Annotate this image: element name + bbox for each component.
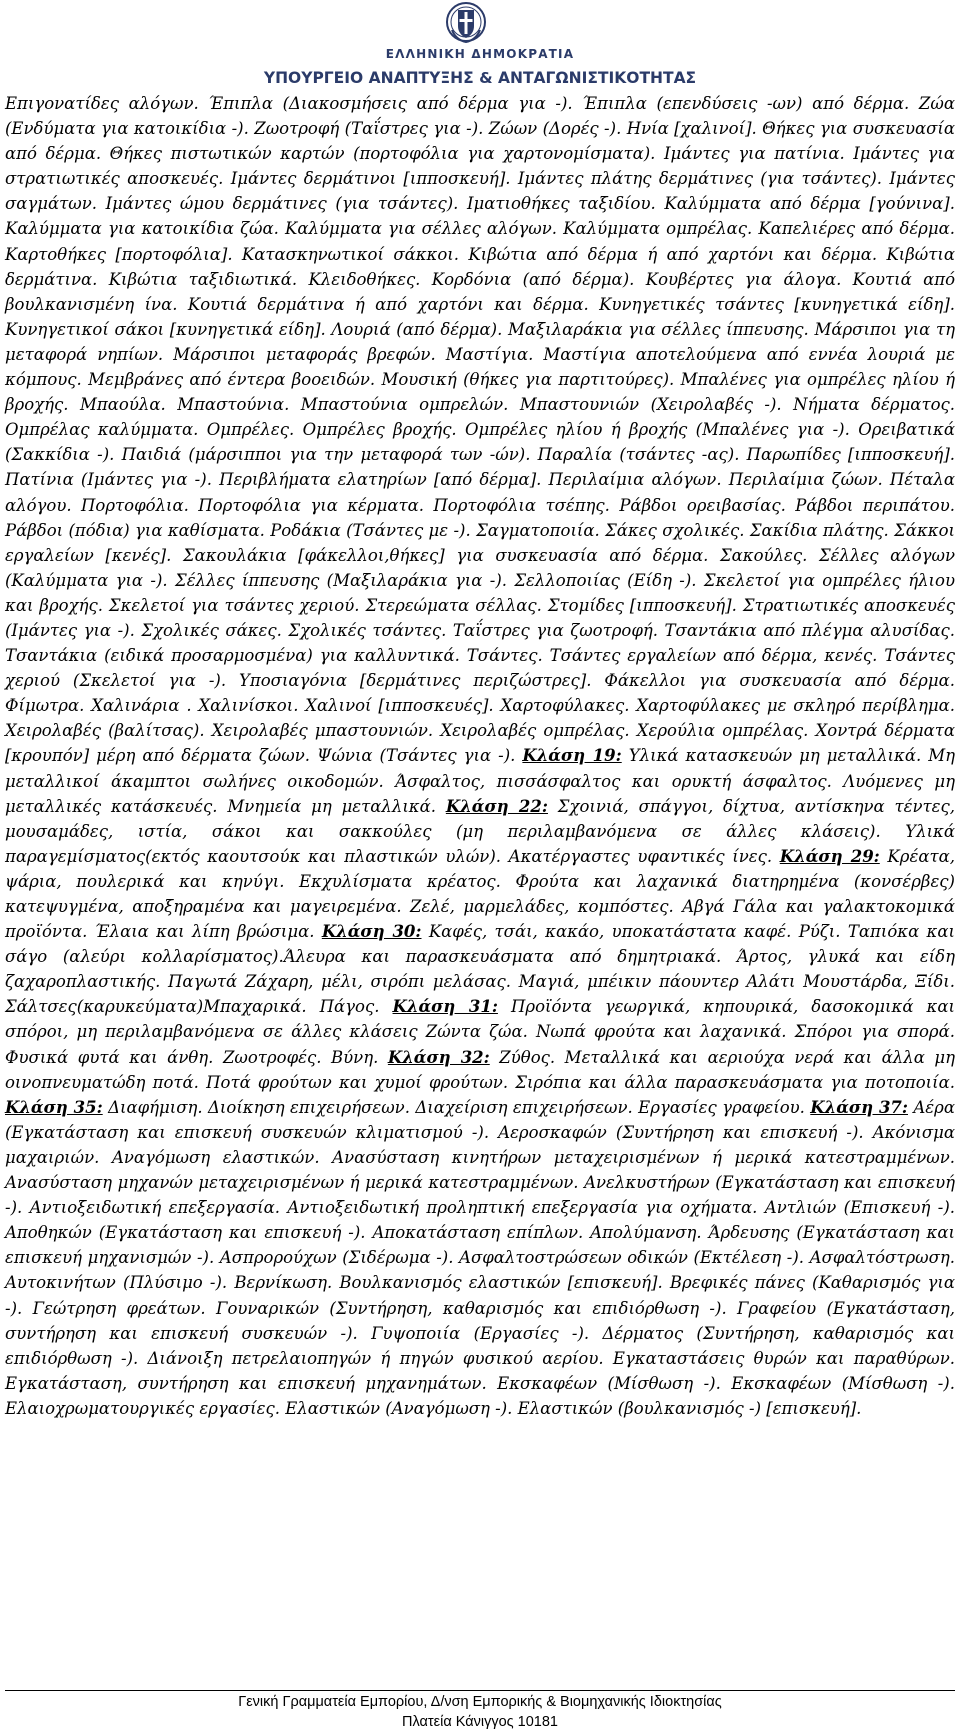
- body-paragraph-part: Αέρα (Εγκατάσταση και επισκευή συσκευών κλιματισμού -). Αεροσκαφών (Συντήρηση και επισκευή -). Ακόνισμα μαχαιριών. Αναγόμωση ελαστικών. Ανασύσταση κινητήρων μεταχειρισμένων ή μερικά κατεστραμμένων. Ανασύσταση μηχανών μεταχειρισμένων ή μερικά κατεστραμμένων. Ανελκυστήρων (Εγκατάσταση και επισκευή -). Αντιοξειδωτική επεξεργασία. Αντιοξειδωτική προληπτική επεξεργασία για οχήματα. Αντλιών (Επισκευή -). Αποθηκών (Εγκατάσταση και επισκευή -). Αποκατάσταση επίπλων. Απολύμανση. Άρδευσης (Εγκατάσταση και επισκευή μηχανισμών -). Ασπρορούχων (Σιδέρωμα -). Ασφαλτοστρώσεων οδικών (Εκτέλεση -). Ασφαλτόστρωση. Αυτοκινήτων (Πλύσιμο -). Βερνίκωση. Βουλκανισμός ελαστικών [επισκευή]. Βρεφικές πάνες (Καθαρισμός για -). Γεώτρηση φρεάτων. Γουναρικών (Συντήρηση, καθαρισμός και επιδιόρθωση -). Γραφείου (Εγκατάσταση, συντήρηση και επισκευή συσκευών -). Γυψοποιία (Εργασίες -). Δέρματος (Συντήρηση, καθαρισμός και επιδιόρθωση -). Διάνοιξη πετρελαιοπηγών ή πηγών φυσικού αερίου. Εγκαταστάσεις θυρών και παραθύρων. Εγκατάσταση, συντήρηση και επισκευή μηχανημάτων. Εκσκαφέων (Μίσθωση -). Εκσκαφέων (Μίσθωση -). Ελαιοχρωματουργικές εργασίες. Ελαστικών (Αναγόμωση -). Ελαστικών (βουλκανισμός -) [επισκευή].: [5, 1097, 955, 1418]
- hellenic-republic-emblem-icon: [446, 0, 486, 46]
- footer-department: Γενική Γραμματεία Εμπορίου, Δ/νση Εμπορικής & Βιομηχανικής Ιδιοκτησίας: [238, 1694, 722, 1710]
- class-heading: Κλάση 32:: [387, 1047, 490, 1067]
- footer-address: Πλατεία Κάνιγγος 10181: [402, 1714, 558, 1730]
- class-heading: Κλάση 19:: [522, 746, 622, 766]
- body-paragraph-part: Προϊόντα γεωργικά, κηπουρικά, δασοκομικά και σπόροι, μη περιλαμβανόμενα σε άλλες κλάσεις Ζώντα ζώα. Νωπά φρούτα και λαχανικά. Σπόροι για σπορά. Φυσικά φυτά και άνθη. Ζωοτροφές. Βύνη.: [5, 997, 955, 1067]
- body-paragraph-part: Σχοινιά, σπάγγοι, δίχτυα, αντίσκηνα τέντες, μουσαμάδες, ιστία, σάκοι και σακκούλες (μη περιλαμβανόμενα σε άλλες κλάσεις). Υλικά παραγεμίσματος(εκτός καουτσούκ και πλαστικών υλών). Ακατέργαστες υφαντικές ίνες.: [5, 796, 955, 866]
- letterhead: [0, 0, 960, 92]
- body-paragraph-part: Ζύθος. Μεταλλικά και αεριούχα νερά και άλλα μη οινοπνευματώδη ποτά. Ποτά φρούτων και χυμοί φρούτων. Σιρόπια και άλλα παρασκευάσματα για ποτοποιία.: [5, 1047, 955, 1092]
- body-paragraph-part: Επιγονατίδες αλόγων. Έπιπλα (Διακοσμήσεις από δέρμα για -). Έπιπλα (επενδύσεις -ων) από δέρμα. Ζώα (Ενδύματα για κατοικίδια -). Ζωοτροφή (Ταΐστρες για -). Ζώων (Δορές -). Ηνία [χαλινοί]. Θήκες για συσκευασία από δέρμα. Θήκες πιστωτικών καρτών (πορτοφόλια για χαρτονομίσματα). Ιμάντες για πατίνια. Ιμάντες για στρατιωτικές αποσκευές. Ιμάντες δερμάτινοι [ιπποσκευή]. Ιμάντες πλάτης δερμάτινες (για τσάντες). Ιμάντες σαγμάτων. Ιμάντες ώμου δερμάτινες (για τσάντες). Ιματιοθήκες ταξιδίου. Καλύμματα από δέρμα [γούνινα]. Καλύμματα για κατοικίδια ζώα. Καλύμματα για σέλλες αλόγων. Καλύμματα ομπρέλας. Καπελιέρες από δέρμα. Καρτοθήκες [πορτοφόλια]. Κατασκηνωτικοί σάκκοι. Κιβώτια από δέρμα ή από χαρτόνι και δέρμα. Κιβώτια δερμάτινα. Κιβώτια ταξιδιωτικά. Κλειδοθήκες. Κορδόνια (από δέρμα). Κουβέρτες για άλογα. Κουτιά από βουλκανισμένη ίνα. Κουτιά δερμάτινα ή από χαρτόνι και δέρμα. Κυνηγετικές τσάντες [κυνηγετικά είδη]. Κυνηγετικοί σάκοι [κυνηγετικά είδη]. Λουριά (από δέρμα). Μαξιλαράκια για σέλλες ίππευσης. Μάρσιποι για τη μεταφορά νηπίων. Μάρσιποι μεταφοράς βρεφών. Μαστίγια. Μαστίγια αποτελούμενα από εννέα λουριά με κόμπους. Μεμβράνες από έντερα βοοειδών. Μουσική (θήκες για παρτιτούρες). Μπαλένες για ομπρέλες ηλίου ή βροχής. Μπαούλα. Μπαστούνια. Μπαστούνια ομπρελών. Μπαστουνιών (Χειρολαβές -). Νήματα δέρματος. Ομπρέλας καλύμματα. Ομπρέλες. Ομπρέλες βροχής. Ομπρέλες ηλίου ή βροχής (Μπαλένες για -). Ορειβατικά (Σακκίδια -). Παιδιά (μάρσιπποι για την μεταφορά των -ών). Παραλία (τσάντες -ας). Παρωπίδες [ιπποσκευή]. Πατίνια (Ιμάντες για -). Περιβλήματα ελατηρίων [από δέρμα]. Περιλαίμια αλόγων. Περιλαίμια ζώων. Πέταλα αλόγου. Πορτοφόλια. Πορτοφόλια για κέρματα. Πορτοφόλια τσέπης. Ράβδοι ορειβασίας. Ράβδοι περιπάτου. Ράβδοι (πόδια) για καθίσματα. Ροδάκια (Τσάντες με -). Σαγματοποιία. Σάκες σχολικές. Σακίδια πλάτης. Σάκκοι εργαλείων [κενές]. Σακουλάκια [φάκελλοι,θήκες] για συσκευασία από δέρμα. Σακούλες. Σέλλες αλόγων (Καλύμματα για -). Σέλλες ίππευσης (Μαξιλαράκια για -). Σελλοποιίας (Είδη -). Σκελετοί για ομπρέλες ήλιου και βροχής. Σκελετοί για τσάντες χεριού. Στερεώματα σέλλας. Στομίδες [ιπποσκευή]. Στρατιωτικές αποσκευές (Ιμάντες για -). Σχολικές σάκες. Σχολικές τσάντες. Ταΐστρες για ζωοτροφή. Τσαντάκια από πλέγμα αλυσίδας. Τσαντάκια (ειδικά προσαρμοσμένα) για καλλυντικά. Τσάντες. Τσάντες εργαλείων από δέρμα, κενές. Τσάντες χεριού (Σκελετοί για -). Υποσιαγόνια [δερμάτινες περιζώστρες]. Φάκελλοι για συσκευασία από δέρμα. Φίμωτρα. Χαλινάρια . Χαλινίσκοι. Χαλινοί [ιπποσκευές]. Χαρτοφύλακες. Χαρτοφύλακες με σκληρό περίβλημα. Χειρολαβές (βαλίτσας). Χειρολαβές μπαστουνιών. Χειρολαβές ομπρέλας. Χερούλια ομπρέλας. Χοντρά δέρματα [κρουπόν] μέρη από δέρματα ζώων. Ψώνια (Τσάντες για -).: [5, 94, 955, 766]
- class-heading: Κλάση 30:: [321, 922, 422, 942]
- class-heading: Κλάση 35:: [5, 1097, 103, 1117]
- class-heading: Κλάση 37:: [810, 1097, 908, 1117]
- body-paragraph-part: Καφές, τσάι, κακάο, υποκατάστατα καφέ. Ρύζι. Ταπιόκα και σάγο (αλεύρι κολλαρίσματος).Άλευρα και παρασκευάσματα από δημητριακά. Άρτος, γλυκά και είδη ζαχαροπλαστικής. Παγωτά Ζάχαρη, μέλι, σιρόπι μελάσας. Μαγιά, μπέικιν πάουντερ Αλάτι Μουστάρδα, Ξίδι. Σάλτσες(καρυκεύματα)Μπαχαρικά. Πάγος.: [5, 922, 955, 1017]
- footer-divider: [5, 1690, 955, 1691]
- class-heading: Κλάση 29:: [779, 846, 880, 866]
- document-body: [5, 91, 955, 1421]
- body-paragraph-part: Διαφήμιση. Διοίκηση επιχειρήσεων. Διαχείριση επιχειρήσεων. Εργασίες γραφείου.: [102, 1097, 811, 1117]
- header-ministry: ΥΠΟΥΡΓΕΙΟ ΑΝΑΠΤΥΞΗΣ & ΑΝΤΑΓΩΝΙΣΤΙΚΟΤΗΤΑΣ: [263, 69, 697, 87]
- class-heading: Κλάση 22:: [445, 796, 548, 816]
- header-country: ΕΛΛΗΝΙΚΗ ΔΗΜΟΚΡΑΤΙΑ: [385, 47, 575, 61]
- body-paragraph-part: Κρέατα, ψάρια, πουλερικά και κηνύγι. Εκχυλίσματα κρέατος. Φρούτα και λαχανικά διατηρημένα (κονσέρβες) κατεψυγμένα, αποξηραμένα και μαγειρεμένα. Ζελέ, μαρμελάδες, κομπόστες. Αβγά Γάλα και γαλακτοκομικά προϊόντα. Έλαια και λίπη βρώσιμα.: [5, 846, 955, 942]
- class-heading: Κλάση 31:: [392, 997, 498, 1017]
- body-paragraph-part: Υλικά κατασκευών μη μεταλλικά. Μη μεταλλικοί άκαμπτοι σωλήνες οικοδομών. Άσφαλτος, πισσάσφαλτος και ορυκτή άσφαλτος. Λυόμενες μη μεταλλικές κατάσκευές. Μνημεία μη μεταλλικά.: [5, 746, 956, 816]
